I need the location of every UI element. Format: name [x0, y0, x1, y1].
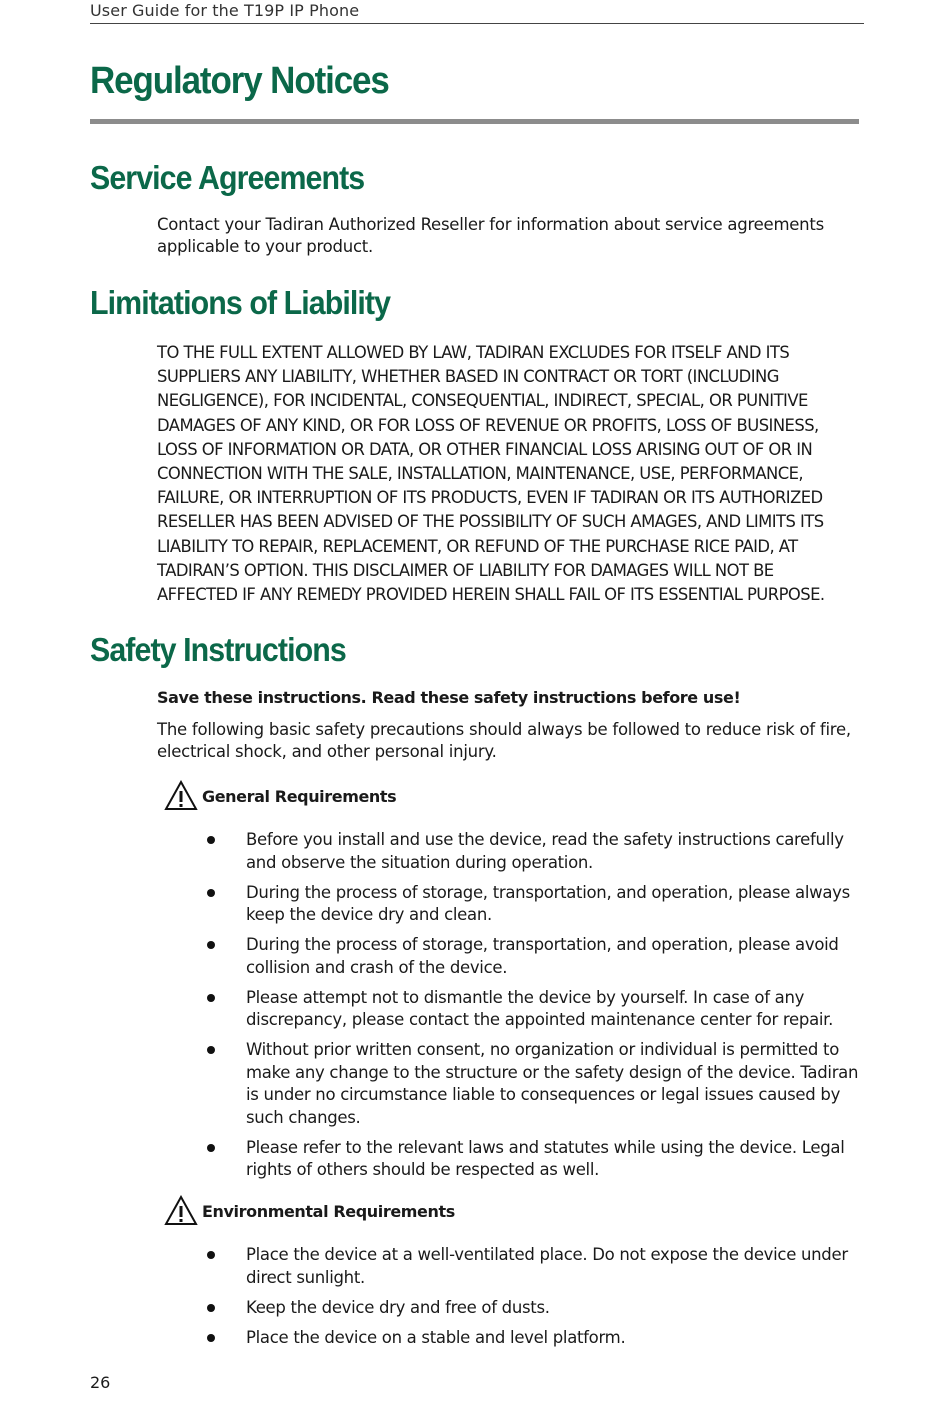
general-requirements-heading	[164, 780, 396, 812]
list-item-text: Keep the device dry and free of dusts.	[246, 1297, 550, 1317]
safety-lead-text: Save these instructions. Read these safety instructions before use!	[157, 688, 741, 707]
list-item	[204, 829, 866, 874]
warning-icon	[164, 780, 198, 812]
bullet-icon	[207, 1304, 215, 1312]
list-item	[204, 882, 866, 927]
liability-line: FAILURE, OR INTERRUPTION OF ITS PRODUCTS, EVEN IF TADIRAN OR ITS AUTHORIZED	[157, 488, 823, 508]
safety-intro-text: The following basic safety precautions should always be followed to reduce risk of fire, electrical shock, and other personal injury.	[157, 720, 851, 761]
section-heading-safety-instructions: Safety Instructions	[90, 631, 346, 668]
general-requirements-label: General Requirements	[202, 786, 397, 806]
liability-line: LIABILITY TO REPAIR, REPLACEMENT, OR REFUND OF THE PURCHASE RICE PAID, AT	[157, 536, 798, 556]
liability-line: CONNECTION WITH THE SALE, INSTALLATION, MAINTENANCE, USE, PERFORMANCE,	[157, 464, 804, 484]
liability-line: NEGLIGENCE), FOR INCIDENTAL, CONSEQUENTIAL, INDIRECT, SPECIAL, OR PUNITIVE	[157, 391, 808, 411]
liability-text	[157, 341, 863, 607]
bullet-icon	[207, 994, 215, 1002]
section-heading-limitations-of-liability: Limitations of Liability	[90, 284, 391, 321]
list-item-text: Please refer to the relevant laws and statutes while using the device. Legal rights of others should be respected as well.	[246, 1137, 845, 1179]
liability-line: LOSS OF INFORMATION OR DATA, OR OTHER FINANCIAL LOSS ARISING OUT OF OR IN	[157, 439, 813, 459]
list-item	[204, 1244, 866, 1289]
bullet-icon	[207, 1144, 215, 1152]
page-number: 26	[90, 1373, 111, 1392]
environmental-requirements-label: Environmental Requirements	[202, 1201, 455, 1221]
liability-line: AFFECTED IF ANY REMEDY PROVIDED HEREIN SHALL FAIL OF ITS ESSENTIAL PURPOSE.	[157, 585, 825, 605]
bullet-icon	[207, 1334, 215, 1342]
section-heading-service-agreements: Service Agreements	[90, 159, 365, 196]
list-item	[204, 1327, 866, 1350]
list-item	[204, 1137, 866, 1182]
list-item	[204, 934, 866, 979]
bullet-icon	[207, 941, 215, 949]
list-item	[204, 1039, 866, 1129]
liability-line: TADIRAN’S OPTION. THIS DISCLAIMER OF LIABILITY FOR DAMAGES WILL NOT BE	[157, 560, 774, 580]
environmental-requirements-heading	[164, 1195, 455, 1227]
bullet-icon	[207, 889, 215, 897]
warning-icon	[164, 1195, 198, 1227]
title-rule	[90, 119, 859, 124]
list-item-text: Place the device on a stable and level platform.	[246, 1327, 626, 1347]
service-agreements-text: Contact your Tadiran Authorized Reseller for information about service agreements applicable to your product.	[157, 215, 824, 256]
list-item-text: During the process of storage, transportation, and operation, please avoid collision and crash of the device.	[246, 935, 839, 977]
liability-line: TO THE FULL EXTENT ALLOWED BY LAW, TADIRAN EXCLUDES FOR ITSELF AND ITS	[157, 343, 790, 362]
page-title: Regulatory Notices	[90, 60, 389, 102]
list-item-text: Place the device at a well-ventilated place. Do not expose the device under direct sunlight.	[246, 1245, 848, 1287]
bullet-icon	[207, 1046, 215, 1054]
list-item	[204, 987, 866, 1032]
list-item-text: Before you install and use the device, read the safety instructions carefully and observe the situation during operation.	[246, 830, 844, 872]
bullet-icon	[207, 836, 215, 844]
liability-line: SUPPLIERS ANY LIABILITY, WHETHER BASED IN CONTRACT OR TORT (INCLUDING	[157, 367, 779, 387]
general-requirements-list	[204, 829, 866, 1189]
list-item	[204, 1297, 866, 1320]
bullet-icon	[207, 1251, 215, 1259]
liability-line: RESELLER HAS BEEN ADVISED OF THE POSSIBILITY OF SUCH AMAGES, AND LIMITS ITS	[157, 512, 824, 532]
list-item-text: Please attempt not to dismantle the device by yourself. In case of any discrepancy, please contact the appointed maintenance center for repair.	[246, 987, 834, 1029]
liability-line: DAMAGES OF ANY KIND, OR FOR LOSS OF REVENUE OR PROFITS, LOSS OF BUSINESS,	[157, 415, 819, 435]
running-header: User Guide for the T19P IP Phone	[90, 1, 864, 24]
environmental-requirements-list	[204, 1244, 866, 1357]
list-item-text: Without prior written consent, no organization or individual is permitted to make any change to the structure or the safety design of the device. Tadiran is under no circumstance liable to consequences or legal issues caused by such changes.	[246, 1040, 859, 1127]
list-item-text: During the process of storage, transportation, and operation, please always keep the device dry and clean.	[246, 882, 850, 924]
